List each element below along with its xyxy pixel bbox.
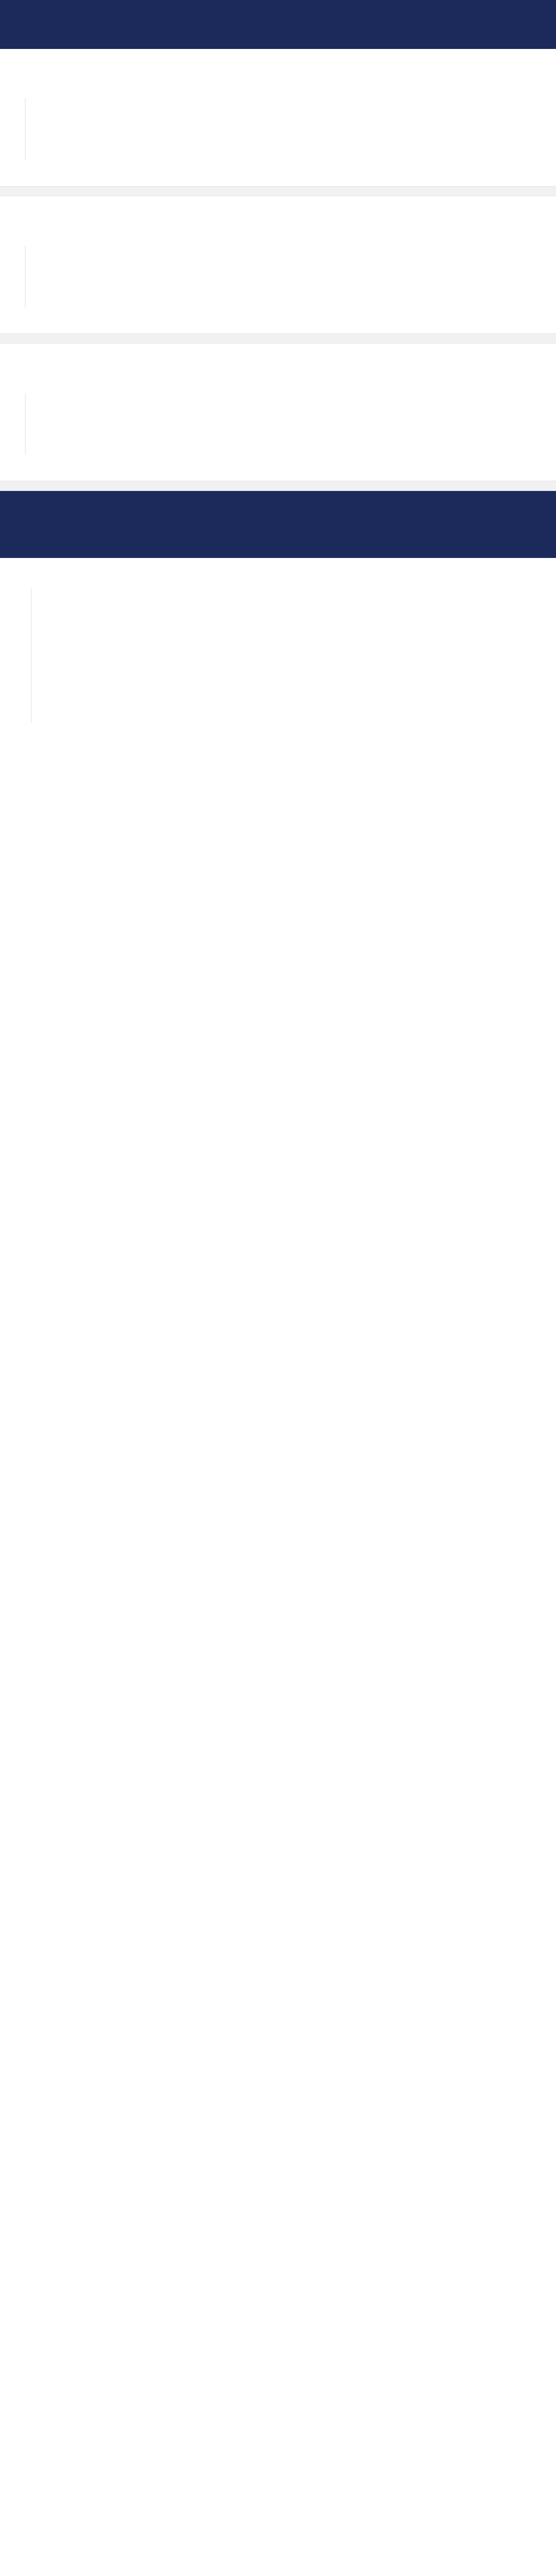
numbered-item-text (31, 589, 525, 723)
section-divider (0, 186, 556, 196)
section-3 (0, 344, 556, 481)
section-divider (0, 333, 556, 344)
section-2 (0, 196, 556, 333)
mandatory-list (31, 589, 525, 723)
section-divider (0, 481, 556, 491)
bullet-list (25, 246, 531, 308)
page-title (0, 0, 556, 49)
page (0, 0, 556, 787)
bullet-item (25, 393, 531, 455)
numbered-item (31, 589, 525, 723)
section-1 (0, 49, 556, 186)
bullet-item (25, 246, 531, 308)
mandatory-section (0, 558, 556, 787)
sections-container (0, 49, 556, 491)
bullet-list (25, 393, 531, 455)
bullet-item (25, 98, 531, 160)
bullet-list (25, 98, 531, 160)
mandatory-title (0, 491, 556, 558)
